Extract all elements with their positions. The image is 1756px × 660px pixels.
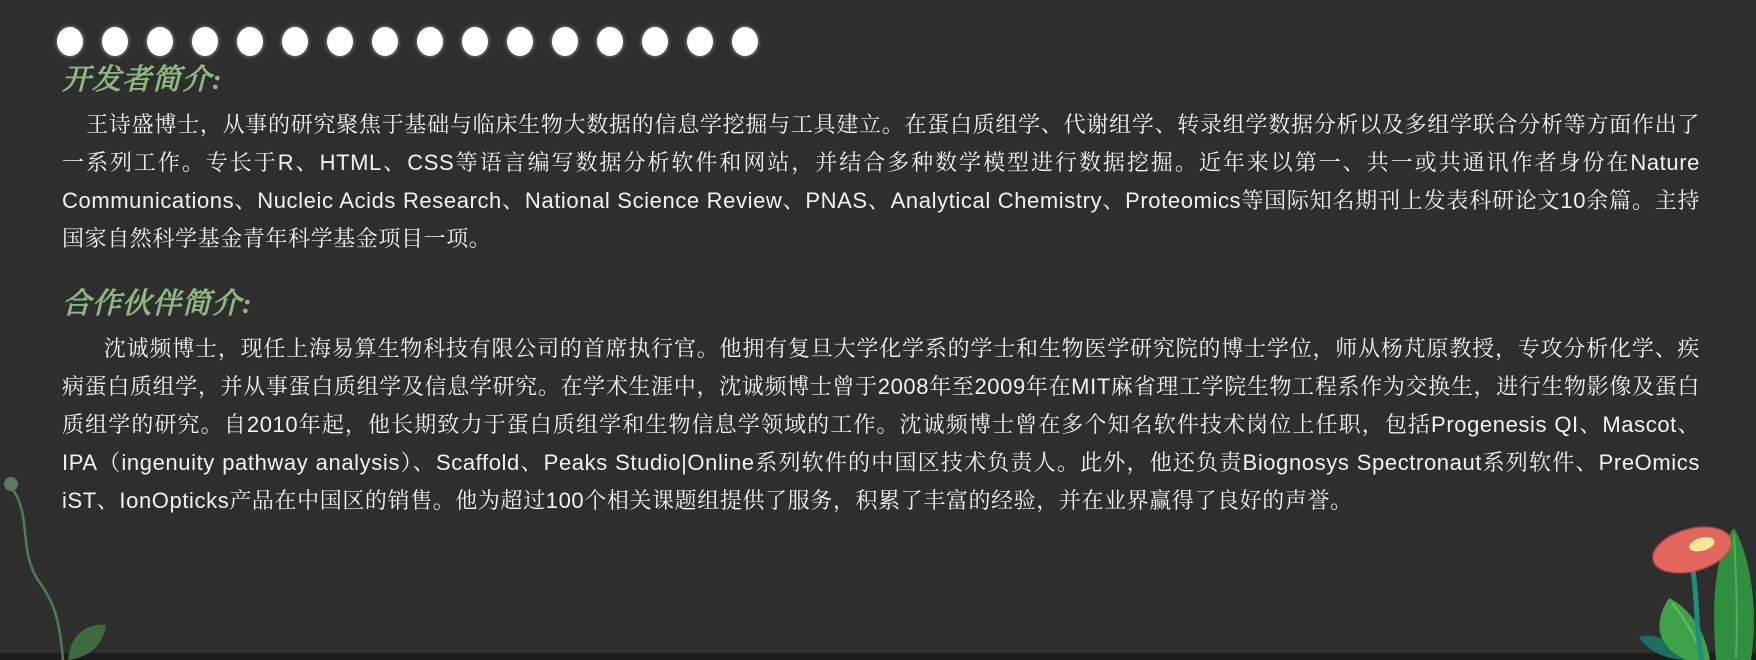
binding-dot (327, 27, 353, 56)
binding-dot (192, 27, 218, 56)
binding-dot (687, 27, 713, 56)
binding-dot (147, 27, 173, 56)
partner-intro-heading: 合作伙伴简介: (62, 288, 253, 320)
binding-dot (417, 27, 443, 56)
slide-bottom-edge (0, 653, 1756, 660)
binding-dot (282, 27, 308, 56)
binding-dots-row (57, 27, 758, 56)
binding-dot (462, 27, 488, 56)
binding-dot (237, 27, 263, 56)
vine-decoration-icon (0, 475, 130, 660)
binding-dot (372, 27, 398, 56)
partner-intro-paragraph: 沈诚频博士，现任上海易算生物科技有限公司的首席执行官。他拥有复旦大学化学系的学士和生物医学研究院的博士学位，师从杨芃原教授，专攻分析化学、疾病蛋白质组学，并从事蛋白质组学及信息学研究。在学术生涯中，沈诚频博士曾于2008年至2009年在MIT麻省理工学院生物工程系作为交换生，进行生物影像及蛋白质组学的研究。自2010年起，他长期致力于蛋白质组学和生物信息学领域的工作。沈诚频博士曾在多个知名软件技术岗位上任职，包括Progenesis QI、Mascot、IPA（ingenuity pathway analysis）、Scaffold、Peaks Studio|Online系列软件的中国区技术负责人。此外，他还负责Biognosys Spectronaut系列软件、PreOmics iST、IonOpticks产品在中国区的销售。他为超过100个相关课题组提供了服务，积累了丰富的经验，并在业界赢得了良好的声誉。 (62, 336, 1700, 513)
binding-dot (102, 27, 128, 56)
binding-dot (642, 27, 668, 56)
binding-dot (597, 27, 623, 56)
slide-content (62, 62, 1700, 544)
flower-decoration-icon (1536, 450, 1756, 660)
binding-dot (57, 27, 83, 56)
developer-intro-heading: 开发者简介: (62, 64, 223, 96)
binding-dot (732, 27, 758, 56)
binding-dot (552, 27, 578, 56)
binding-dot (507, 27, 533, 56)
developer-intro-paragraph: 王诗盛博士，从事的研究聚焦于基础与临床生物大数据的信息学挖掘与工具建立。在蛋白质组学、代谢组学、转录组学数据分析以及多组学联合分析等方面作出了一系列工作。专长于R、HTML、CSS等语言编写数据分析软件和网站，并结合多种数学模型进行数据挖掘。近年来以第一、共一或共通讯作者身份在Nature Communications、Nucleic Acids Research、National Science Review、PNAS、Analytical Chemistry、Proteomics等国际知名期刊上发表科研论文10余篇。主持国家自然科学基金青年科学基金项目一项。 (62, 112, 1700, 251)
